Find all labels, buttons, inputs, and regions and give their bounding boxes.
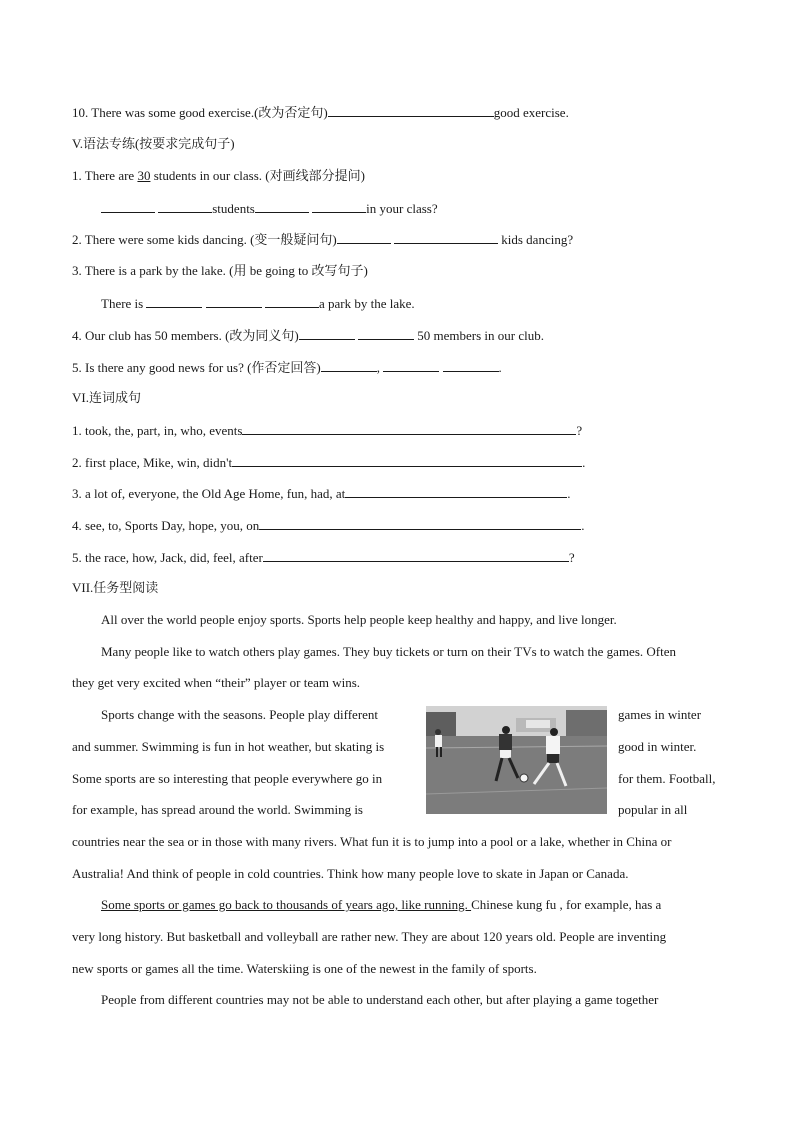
grammar-q4-text: 4. Our club has 50 members. (改为同义句) [72, 328, 299, 343]
answer-blank[interactable] [383, 359, 439, 372]
answer-blank[interactable] [146, 295, 202, 308]
reading-line: for them. Football, [618, 771, 716, 786]
answer-blank[interactable] [158, 200, 212, 213]
reading-line: Australia! And think of people in cold countries. Think how many people love to skate in Japan or Canada. [72, 866, 629, 881]
answer-blank[interactable] [394, 231, 498, 244]
grammar-q3: 3. There is a park by the lake. (用 be going to 改写句子) [72, 263, 368, 278]
answer-blank[interactable] [312, 200, 366, 213]
answer-blank[interactable] [206, 295, 262, 308]
word-order-end: . [567, 486, 571, 501]
section-vii-title: VII.任务型阅读 [72, 580, 159, 595]
grammar-q4-tail: 50 members in our club. [414, 328, 544, 343]
reading-line: very long history. But basketball and volleyball are rather new. They are about 120 years old. People are inventing [72, 929, 667, 944]
answer-blank[interactable] [265, 295, 319, 308]
answer-blank[interactable] [321, 359, 377, 372]
word-order-q1 [72, 422, 582, 439]
grammar-q2-tail: kids dancing? [498, 232, 574, 247]
exercise-10-text: 10. There was some good exercise.(改为否定句) [72, 105, 328, 120]
grammar-q3-tail: a park by the lake. [318, 296, 415, 311]
word-order-q4 [72, 517, 585, 534]
section-v-title: V.语法专练(按要求完成句子) [72, 136, 235, 151]
grammar-q5-end: . [498, 360, 502, 375]
grammar-q5 [72, 359, 502, 376]
word-order-text: 1. took, the, part, in, who, events [72, 423, 243, 438]
football-players-image [426, 706, 607, 814]
word-order-q2 [72, 454, 585, 471]
reading-line: countries near the sea or in those with many rivers. What fun it is to jump into a pool or a lake, whether in China or [72, 834, 672, 849]
answer-blank[interactable] [259, 517, 581, 530]
underlined-number: 30 [137, 168, 151, 183]
underlined-sentence: Some sports or games go back to thousands of years ago, like running. [101, 897, 472, 912]
grammar-q1-tail: in your class? [366, 201, 438, 216]
reading-line [101, 897, 661, 913]
grammar-q5-text: 5. Is there any good news for us? (作否定回答) [72, 360, 321, 375]
reading-line: Sports change with the seasons. People play different [101, 707, 379, 722]
section-vi-title: VI.连词成句 [72, 390, 141, 405]
grammar-q2 [72, 231, 573, 248]
reading-line: People from different countries may not be able to understand each other, but after playing a game together [101, 992, 659, 1007]
grammar-q1 [72, 168, 365, 184]
answer-blank[interactable] [101, 200, 155, 213]
answer-blank[interactable] [263, 549, 569, 562]
answer-blank[interactable] [337, 231, 391, 244]
grammar-q2-text: 2. There were some kids dancing. (变一般疑问句) [72, 232, 337, 247]
reading-line: for example, has spread around the world. Swimming is [72, 802, 363, 817]
answer-blank[interactable] [345, 485, 567, 498]
reading-line: and summer. Swimming is fun in hot weather, but skating is [72, 739, 385, 754]
answer-blank[interactable] [443, 359, 499, 372]
word-order-text: 5. the race, how, Jack, did, feel, after [72, 550, 263, 565]
word-order-q5 [72, 549, 575, 566]
word-order-text: 4. see, to, Sports Day, hope, you, on [72, 518, 260, 533]
answer-blank[interactable] [242, 422, 576, 435]
grammar-q3-pre: There is [101, 296, 147, 311]
grammar-q1-word: students [212, 201, 255, 216]
answer-blank[interactable] [358, 327, 414, 340]
word-order-end: . [581, 518, 585, 533]
reading-line: popular in all [618, 802, 688, 817]
word-order-q3 [72, 485, 571, 502]
answer-blank[interactable] [232, 454, 582, 467]
word-order-text: 3. a lot of, everyone, the Old Age Home, fun, had, at [72, 486, 346, 501]
reading-line: games in winter [618, 707, 702, 722]
answer-blank[interactable] [299, 327, 355, 340]
answer-blank[interactable] [255, 200, 309, 213]
reading-line: Some sports are so interesting that people everywhere go in [72, 771, 383, 786]
word-order-end: ? [568, 550, 575, 565]
reading-line: Many people like to watch others play games. They buy tickets or turn on their TVs to watch the games. Often [101, 644, 676, 659]
grammar-q3-answer [101, 295, 415, 312]
grammar-q1-instruction: students in our class. (对画线部分提问) [150, 168, 365, 183]
reading-line: All over the world people enjoy sports. Sports help people keep healthy and happy, and live longer. [101, 612, 617, 627]
word-order-text: 2. first place, Mike, win, didn't [72, 455, 233, 470]
exercise-10 [72, 104, 569, 121]
exercise-10-tail: good exercise. [493, 105, 569, 120]
reading-line: new sports or games all the time. Waterskiing is one of the newest in the family of sports. [72, 961, 537, 976]
grammar-q1-text: 1. There are [72, 168, 138, 183]
answer-blank[interactable] [328, 104, 494, 117]
word-order-end: . [582, 455, 586, 470]
word-order-end: ? [576, 423, 583, 438]
grammar-q4 [72, 327, 544, 344]
reading-line: they get very excited when “their” player or team wins. [72, 675, 361, 690]
grammar-q1-answer [101, 200, 438, 217]
reading-line: good in winter. [618, 739, 697, 754]
football-photo [426, 706, 607, 814]
grammar-q5-comma: , [376, 360, 384, 375]
reading-text: Chinese kung fu , for example, has a [471, 897, 662, 912]
